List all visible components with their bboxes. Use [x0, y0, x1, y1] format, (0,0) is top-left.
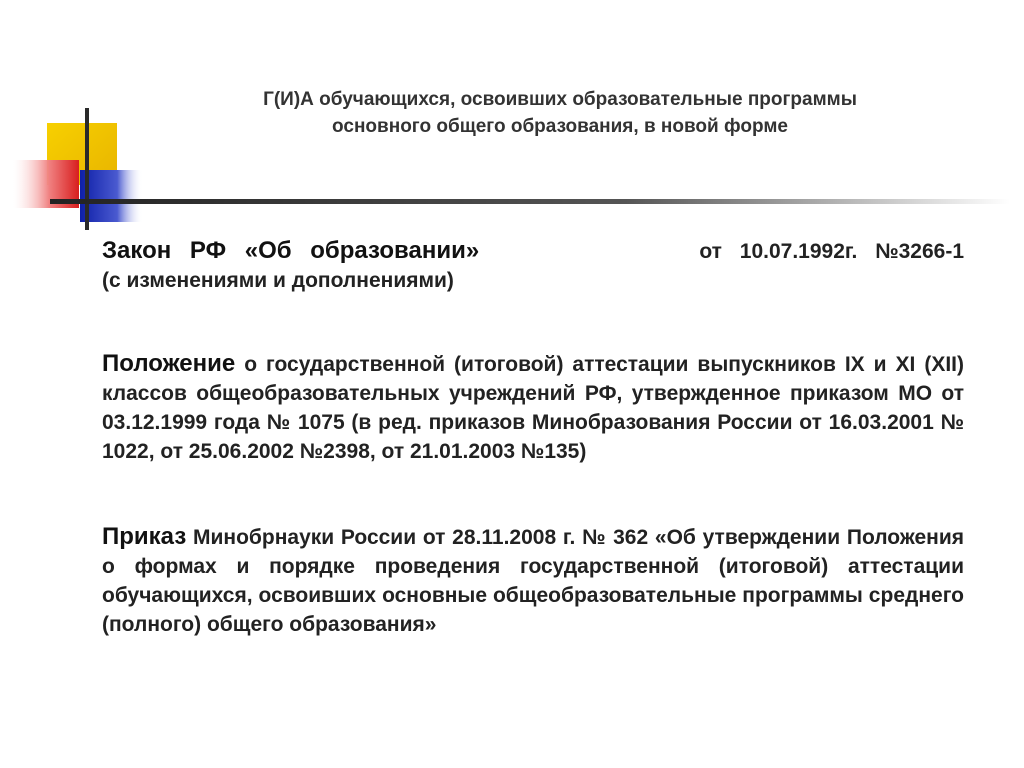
slide-title-line-2: основного общего образования, в новой форме — [332, 116, 788, 137]
regulation-title: Положение — [102, 350, 236, 377]
vertical-rule — [85, 108, 89, 230]
regulation-paragraph — [102, 349, 964, 466]
regulation-text: о государственной (итоговой) аттестации выпускников IX и XI (XII) классов общеобразовательных учреждений РФ, утвержденное приказом МО от 03.12.1999 года № 1075 (в ред. приказов Минобразования России от 16.03.2001 № 1022, от 25.06.2002 №2398, от 21.01.2003 №135) — [102, 353, 964, 463]
law-date-number: от 10.07.1992г. №3266-1 — [699, 240, 964, 263]
order-paragraph — [102, 522, 964, 639]
slide-title-line-1: Г(И)А обучающихся, освоивших образовательные программы — [263, 89, 857, 110]
law-first-line — [102, 236, 964, 266]
order-text: Минобрнауки России от 28.11.2008 г. № 362 «Об утверждении Положения о формах и порядке проведения государственной (итоговой) аттестации обучающихся, освоивших основные общеобразовательные программы среднего (полного) общего образования» — [102, 526, 964, 636]
slide-body — [102, 236, 964, 639]
law-paragraph — [102, 236, 964, 295]
horizontal-rule — [50, 199, 1010, 204]
law-title: Закон РФ «Об образовании» — [102, 237, 480, 264]
law-amendments: (с изменениями и дополнениями) — [102, 269, 454, 292]
slide-title — [150, 86, 970, 140]
yellow-square — [47, 123, 117, 185]
order-title: Приказ — [102, 523, 187, 550]
red-square — [13, 160, 79, 208]
blue-square — [80, 170, 142, 222]
